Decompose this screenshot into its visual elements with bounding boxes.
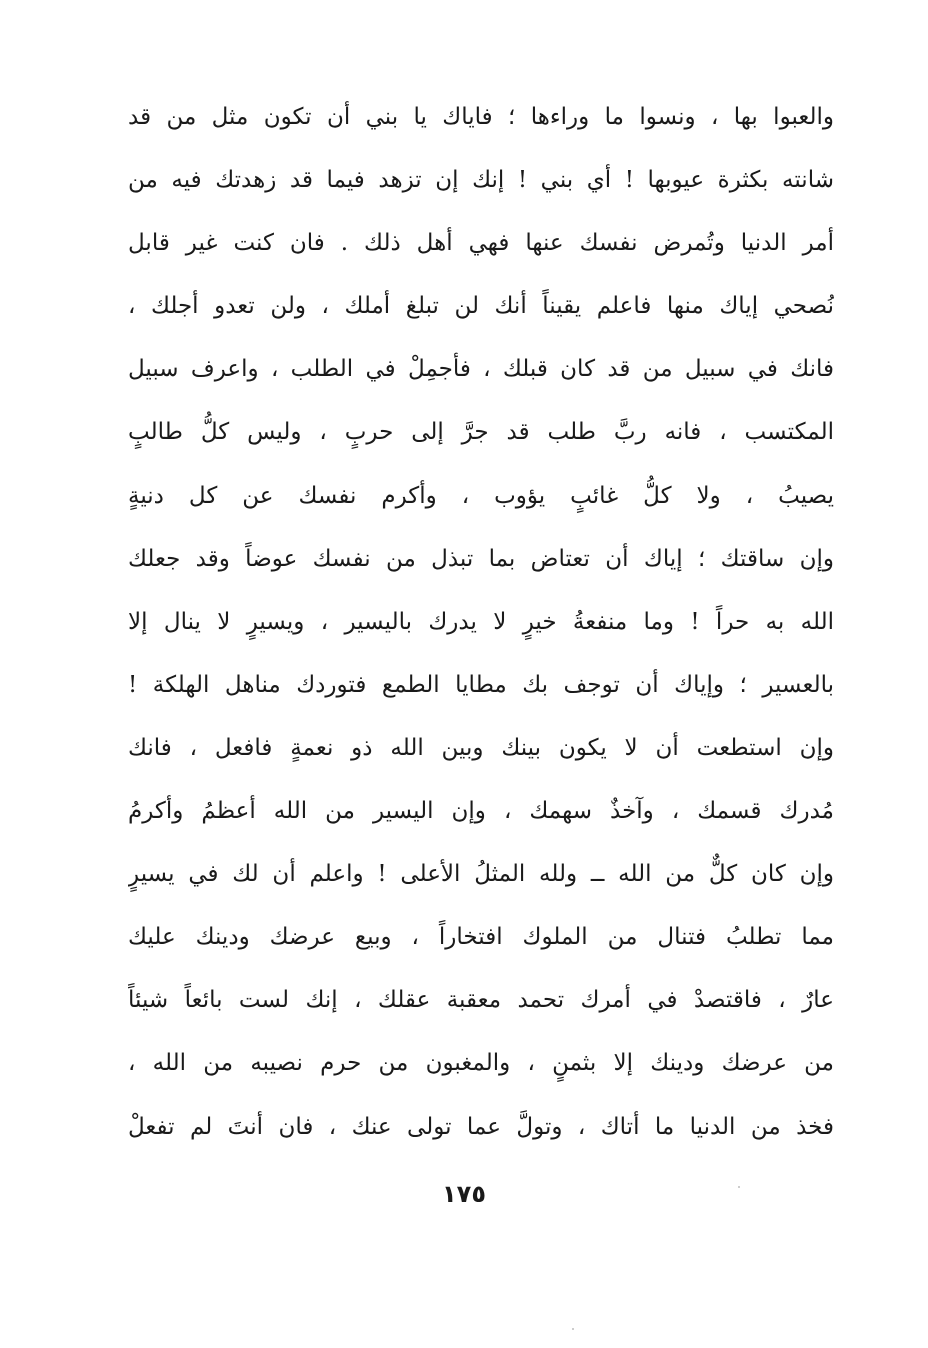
text-line: مُدرك قسمك ، وآخذٌ سهمك ، وإن اليسير من الله أعظمُ وأكرمُ (128, 798, 834, 825)
text-line: فخذ من الدنيا ما أتاك ، وتولَّ عما تولى عنك ، فان أنتَ لم تفعلْ (128, 1113, 834, 1140)
text-line: فانك في سبيل من قد كان قبلك ، فأجمِلْ في الطلب ، واعرف سبيل (128, 356, 834, 383)
scan-speck (572, 1328, 574, 1330)
text-line: وإن ساقتك ؛ إياك أن تعتاض بما تبذل من نفسك عوضاً وقد جعلك (128, 545, 834, 572)
text-line: وإن كان كلٌّ من الله ــ ولله المثلُ الأعلى ! واعلم أن لك في يسيرٍ (128, 861, 834, 888)
page-number: ١٧٥ (442, 1180, 486, 1208)
text-line: والعبوا بها ، ونسوا ما وراءها ؛ فاياك يا بني أن تكون مثل من قد (128, 104, 834, 130)
text-line: يصيبُ ، ولا كلُّ غائبٍ يؤوب ، وأكرم نفسك عن كل دنيةٍ (128, 482, 834, 509)
scan-speck (738, 1186, 740, 1188)
text-line: الله به حراً ! وما منفعةُ خيرٍ لا يدرك باليسير ، ويسيرٍ لا ينال إلا (128, 608, 834, 635)
text-line: وإن استطعت أن لا يكون بينك وبين الله ذو نعمةٍ فافعل ، فانك (128, 734, 834, 761)
text-line: شانته بكثرة عيوبها ! أي بني ! إنك إن تزهد فيما قد زهدتك فيه من (128, 167, 834, 194)
text-line: مما تطلبُ فتنال من الملوك افتخاراً ، وبيع عرضك ودينك عليك (128, 924, 834, 951)
text-line: نُصحي إياك منها فاعلم يقيناً أنك لن تبلغ أملك ، ولن تعدو أجلك ، (128, 293, 834, 320)
text-line: بالعسير ؛ وإياك أن توجف بك مطايا الطمع فتوردك مناهل الهلكة ! (128, 671, 834, 698)
text-line: عارٌ ، فاقتصدْ في أمرك تحمد معقبة عقلك ، إنك لست بائعاً شيئاً (128, 987, 834, 1014)
body-text (128, 86, 834, 1159)
text-line: من عرضك ودينك إلا بثمنٍ ، والمغبون من حرم نصيبه من الله ، (128, 1050, 834, 1077)
text-line: المكتسب ، فانه ربَّ طلب قد جرَّ إلى حربٍ ، وليس كلُّ طالبٍ (128, 419, 834, 446)
text-line: أمر الدنيا وتُمرض نفسك عنها فهي أهل ذلك . فان كنت غير قابل (128, 230, 834, 257)
